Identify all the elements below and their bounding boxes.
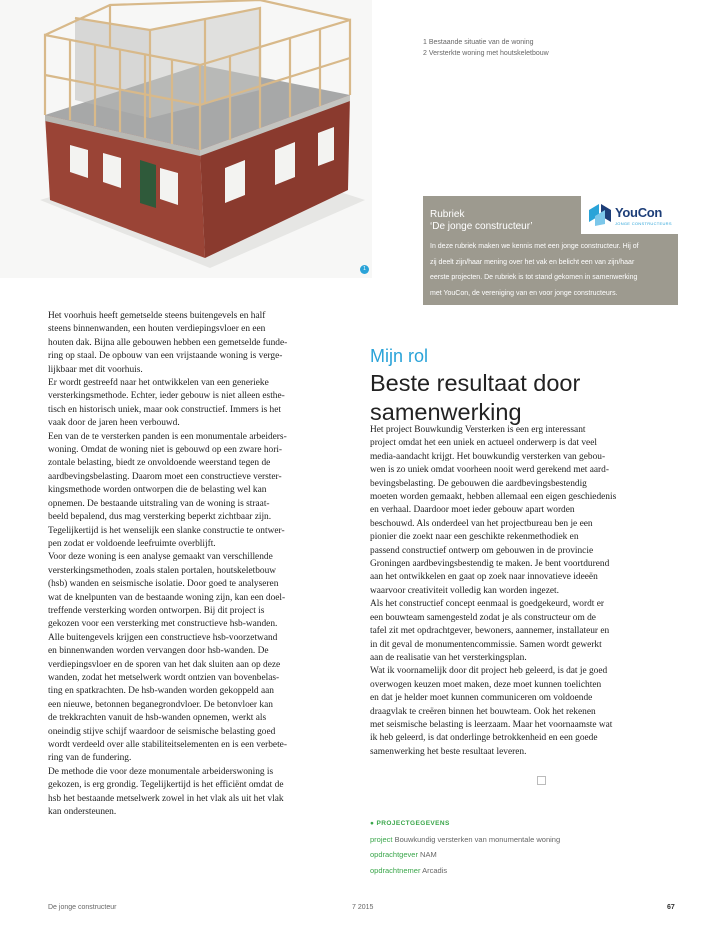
text-line: wen is zo uniek omdat voorheen nooit werd gerekend met aard- <box>370 465 609 476</box>
text-line: verdiepingsvloer en de sporen van het dak sluiten aan op deze <box>48 659 281 670</box>
text-line: pen zodat er voldoende leefruimte overblijft. <box>48 538 216 549</box>
text-line: ik heb geleerd, is dat onderlinge betrokkenheid en een goede <box>370 733 598 744</box>
text-line: een bouwteam samengesteld zodat je als constructeur om de <box>370 612 596 623</box>
text-line: ting en spatkrachten. De hsb-wanden worden gekoppeld aan <box>48 686 274 697</box>
text-line: project omdat het een uniek en actueel onderwerp is dat veel <box>370 438 597 449</box>
project-data <box>370 816 560 878</box>
text-line: gekozen voor een versterking met constructieve hsb-wanden. <box>48 619 278 630</box>
text-line: bevingsbelasting. De gebouwen die aardbevingsbestendig <box>370 478 587 489</box>
text-line: Wat ik voornamelijk door dit project heb geleerd, is dat je goed <box>370 666 608 677</box>
text-line: een nieuwe, betonnen beganegrondvloer. De betonvloer kan <box>48 699 273 710</box>
headline-line1: Beste resultaat door <box>370 370 581 396</box>
project-row <box>370 832 560 848</box>
text-line: en verhaal. Daardoor moet ieder gebouw apart worden <box>370 505 575 516</box>
text-line: samenwerking het beste resultaat leveren. <box>370 746 527 757</box>
text-line: Alle buitengevels krijgen een constructieve hsb-voorzetwand <box>48 632 278 643</box>
caption-2: 2 Versterkte woning met houtskeletbouw <box>423 50 549 57</box>
text-line: Voor deze woning is een analyse gemaakt van verschillende <box>48 552 273 563</box>
project-row <box>370 863 560 879</box>
text-line: versterkingsmethode. Echter, ieder gebouw is niet alleen esthe- <box>48 391 285 402</box>
text-line: en dat je helder moet kunnen communiceren om voldoende <box>370 693 593 704</box>
youcon-logo-icon <box>589 204 611 226</box>
text-line: aardbevingsbelasting. Daarom moet een constructieve verster- <box>48 471 282 482</box>
project-data-heading: ● PROJECTGEGEVENS <box>370 820 450 827</box>
rubriek-title <box>430 209 533 233</box>
text-line: aan de realisatie van het versterkingsplan. <box>370 652 527 663</box>
text-line: Een van de te versterken panden is een monumentale arbeiders- <box>48 431 287 442</box>
text-line: kan ondersteunen. <box>48 807 117 818</box>
text-line: waarvoor creativiteit volledig kan worden ingezet. <box>370 585 559 596</box>
headline-line2: samenwerking <box>370 399 522 425</box>
right-column-text <box>370 424 627 759</box>
youcon-logo-tagline: JONGE CONSTRUCTEURS <box>615 221 672 226</box>
youcon-logo-text: YouCon <box>615 205 663 220</box>
text-line: media-aandacht krijgt. Het bouwkundig versterken van gebou- <box>370 451 606 462</box>
text-line: tafel zit met opdrachtgever, bewoners, aannemer, installateur en <box>370 626 610 637</box>
text-line: Het voorhuis heeft gemetselde steens buitengevels en half <box>48 311 266 321</box>
text-line: beeld bepalend, dus mag versterking beperkt zichtbaar zijn. <box>48 512 272 523</box>
text-line: Als het constructief concept eenmaal is goedgekeurd, wordt er <box>370 599 605 610</box>
text-line: wordt verdeeld over alle stabiliteitselementen en is een verbete- <box>48 740 287 750</box>
text-line: woning. Omdat de woning niet is gebouwd op een zware hori- <box>48 445 283 456</box>
text-line: oneindig stijve schijf waardoor de seismische belasting goed <box>48 726 276 737</box>
text-line: Tegelijkertijd is het wenselijk een slanke constructie te ontwer- <box>48 525 285 536</box>
text-line: en binnenwanden worden vervangen door hsb-wanden. De <box>48 646 269 657</box>
project-key: opdrachtnemer <box>370 865 421 875</box>
text-line: moeten worden gemaakt, hebben allemaal een eigen geschiedenis <box>370 492 617 503</box>
text-line: overwogen keuzen moet maken, deze moet kunnen toelichten <box>370 679 602 690</box>
rubriek-line: eerste projecten. De rubriek is tot stand gekomen in samenwerking <box>430 274 638 281</box>
rubriek-line: zij deelt zijn/haar mening over het vak en belicht een van zijn/haar <box>430 258 635 266</box>
text-line: pionier die zoekt naar een geschikte rekenmethodiek en <box>370 532 579 543</box>
text-line: de trekkrachten vanuit de hsb-wanden opnemen, werkt als <box>48 713 267 724</box>
text-line: kingsmethode worden ontworpen die de belasting wel kan <box>48 485 267 496</box>
end-mark-icon <box>537 776 546 785</box>
headline <box>370 369 670 427</box>
text-line: lijkbaar met dit voorhuis. <box>48 364 143 375</box>
project-value: Arcadis <box>422 865 448 875</box>
text-line: ring op staal. De opbouw van een vrijstaande woning is verge- <box>48 351 283 362</box>
text-line: draagvlak te creëren binnen het bouwteam. Ook het rekenen <box>370 706 596 717</box>
text-line: tisch en historisch uniek, maar ook constructief. Immers is het <box>48 404 282 415</box>
rubriek-line: met YouCon, de vereniging van en voor jonge constructeurs. <box>430 289 618 297</box>
caption-1: 1 Bestaande situatie van de woning <box>423 39 534 46</box>
text-line: beschouwd. Als onderdeel van het projectbureau ben je een <box>370 518 593 529</box>
text-line: (hsb) wanden en seismische isolatie. Door goed te analyseren <box>48 579 279 590</box>
figure-marker: 1 <box>360 265 369 274</box>
page-number: 67 <box>667 904 675 911</box>
project-key: opdrachtgever <box>370 850 418 859</box>
text-line: Het project Bouwkundig Versterken is een erg interessant <box>370 425 586 435</box>
text-line: in dit geval de monumentencommissie. Samen wordt gewerkt <box>370 639 602 650</box>
footer-issue: 7 2015 <box>352 904 374 911</box>
project-value: Bouwkundig versterken van monumentale woning <box>394 834 561 844</box>
house-frame-drawing <box>0 0 372 278</box>
youcon-logo <box>581 196 678 234</box>
text-line: opnemen. De bestaande uitstraling van de woning is straat- <box>48 498 270 509</box>
text-line: Groningen aardbevingsbestendig te maken. Je bent voortdurend <box>370 559 610 570</box>
text-line: passend constructief ontwerp om gebouwen in de provincie <box>370 545 594 556</box>
project-key: project <box>370 834 393 844</box>
project-row <box>370 847 560 863</box>
rubriek-line: In deze rubriek maken we kennis met een jonge constructeur. Hij of <box>430 243 639 250</box>
section-label: Mijn rol <box>370 346 429 366</box>
text-line: hsb het bestaande metselwerk zowel in het vlak als uit het vlak <box>48 793 284 804</box>
text-line: zontale belasting, biedt ze onvoldoende weerstand tegen de <box>48 458 271 469</box>
text-line: gekozen, is erg grondig. Tegelijkertijd is het efficiënt omdat de <box>48 780 284 791</box>
text-line: wat de knelpunten van de bestaande woning zijn, kan een doel- <box>48 592 286 603</box>
text-line: versterkingsmethoden, zoals stalen portalen, houtskeletbouw <box>48 565 277 576</box>
project-value: NAM <box>420 850 437 859</box>
text-line: houten dak. Bijna alle gebouwen hebben een gemetselde funde- <box>48 337 288 348</box>
rubriek-title-line1: Rubriek <box>430 209 465 220</box>
footer-left: De jonge constructeur <box>48 904 117 911</box>
text-line: ring van de fundering. <box>48 753 132 764</box>
text-line: aan het ontwikkelen en gaat op zoek naar innovatieve ideeën <box>370 572 598 583</box>
text-line: vaak door de jaren heen verbouwd. <box>48 418 180 429</box>
project-data-heading-text: PROJECTGEGEVENS <box>376 820 450 827</box>
text-line: treffende versterking worden ontworpen. Bij dit project is <box>48 605 265 616</box>
house-frame-illustration <box>0 0 372 278</box>
rubriek-title-line2: ‘De jonge constructeur’ <box>430 221 533 232</box>
text-line: steens binnenwanden, een houten verdiepingsvloer en een <box>48 324 266 335</box>
left-column-text <box>48 310 304 819</box>
text-line: met seismische belasting is leerzaam. Maar het voornaamste wat <box>370 719 613 730</box>
text-line: De methode die voor deze monumentale arbeiderswoning is <box>48 766 274 777</box>
text-line: wanden, zodat het metselwerk wordt ontzien van bovenbelas- <box>48 672 280 683</box>
rubriek-body <box>430 239 673 301</box>
rubriek-box <box>423 196 678 305</box>
text-line: Er wordt gestreefd naar het ontwikkelen van een generieke <box>48 378 269 389</box>
